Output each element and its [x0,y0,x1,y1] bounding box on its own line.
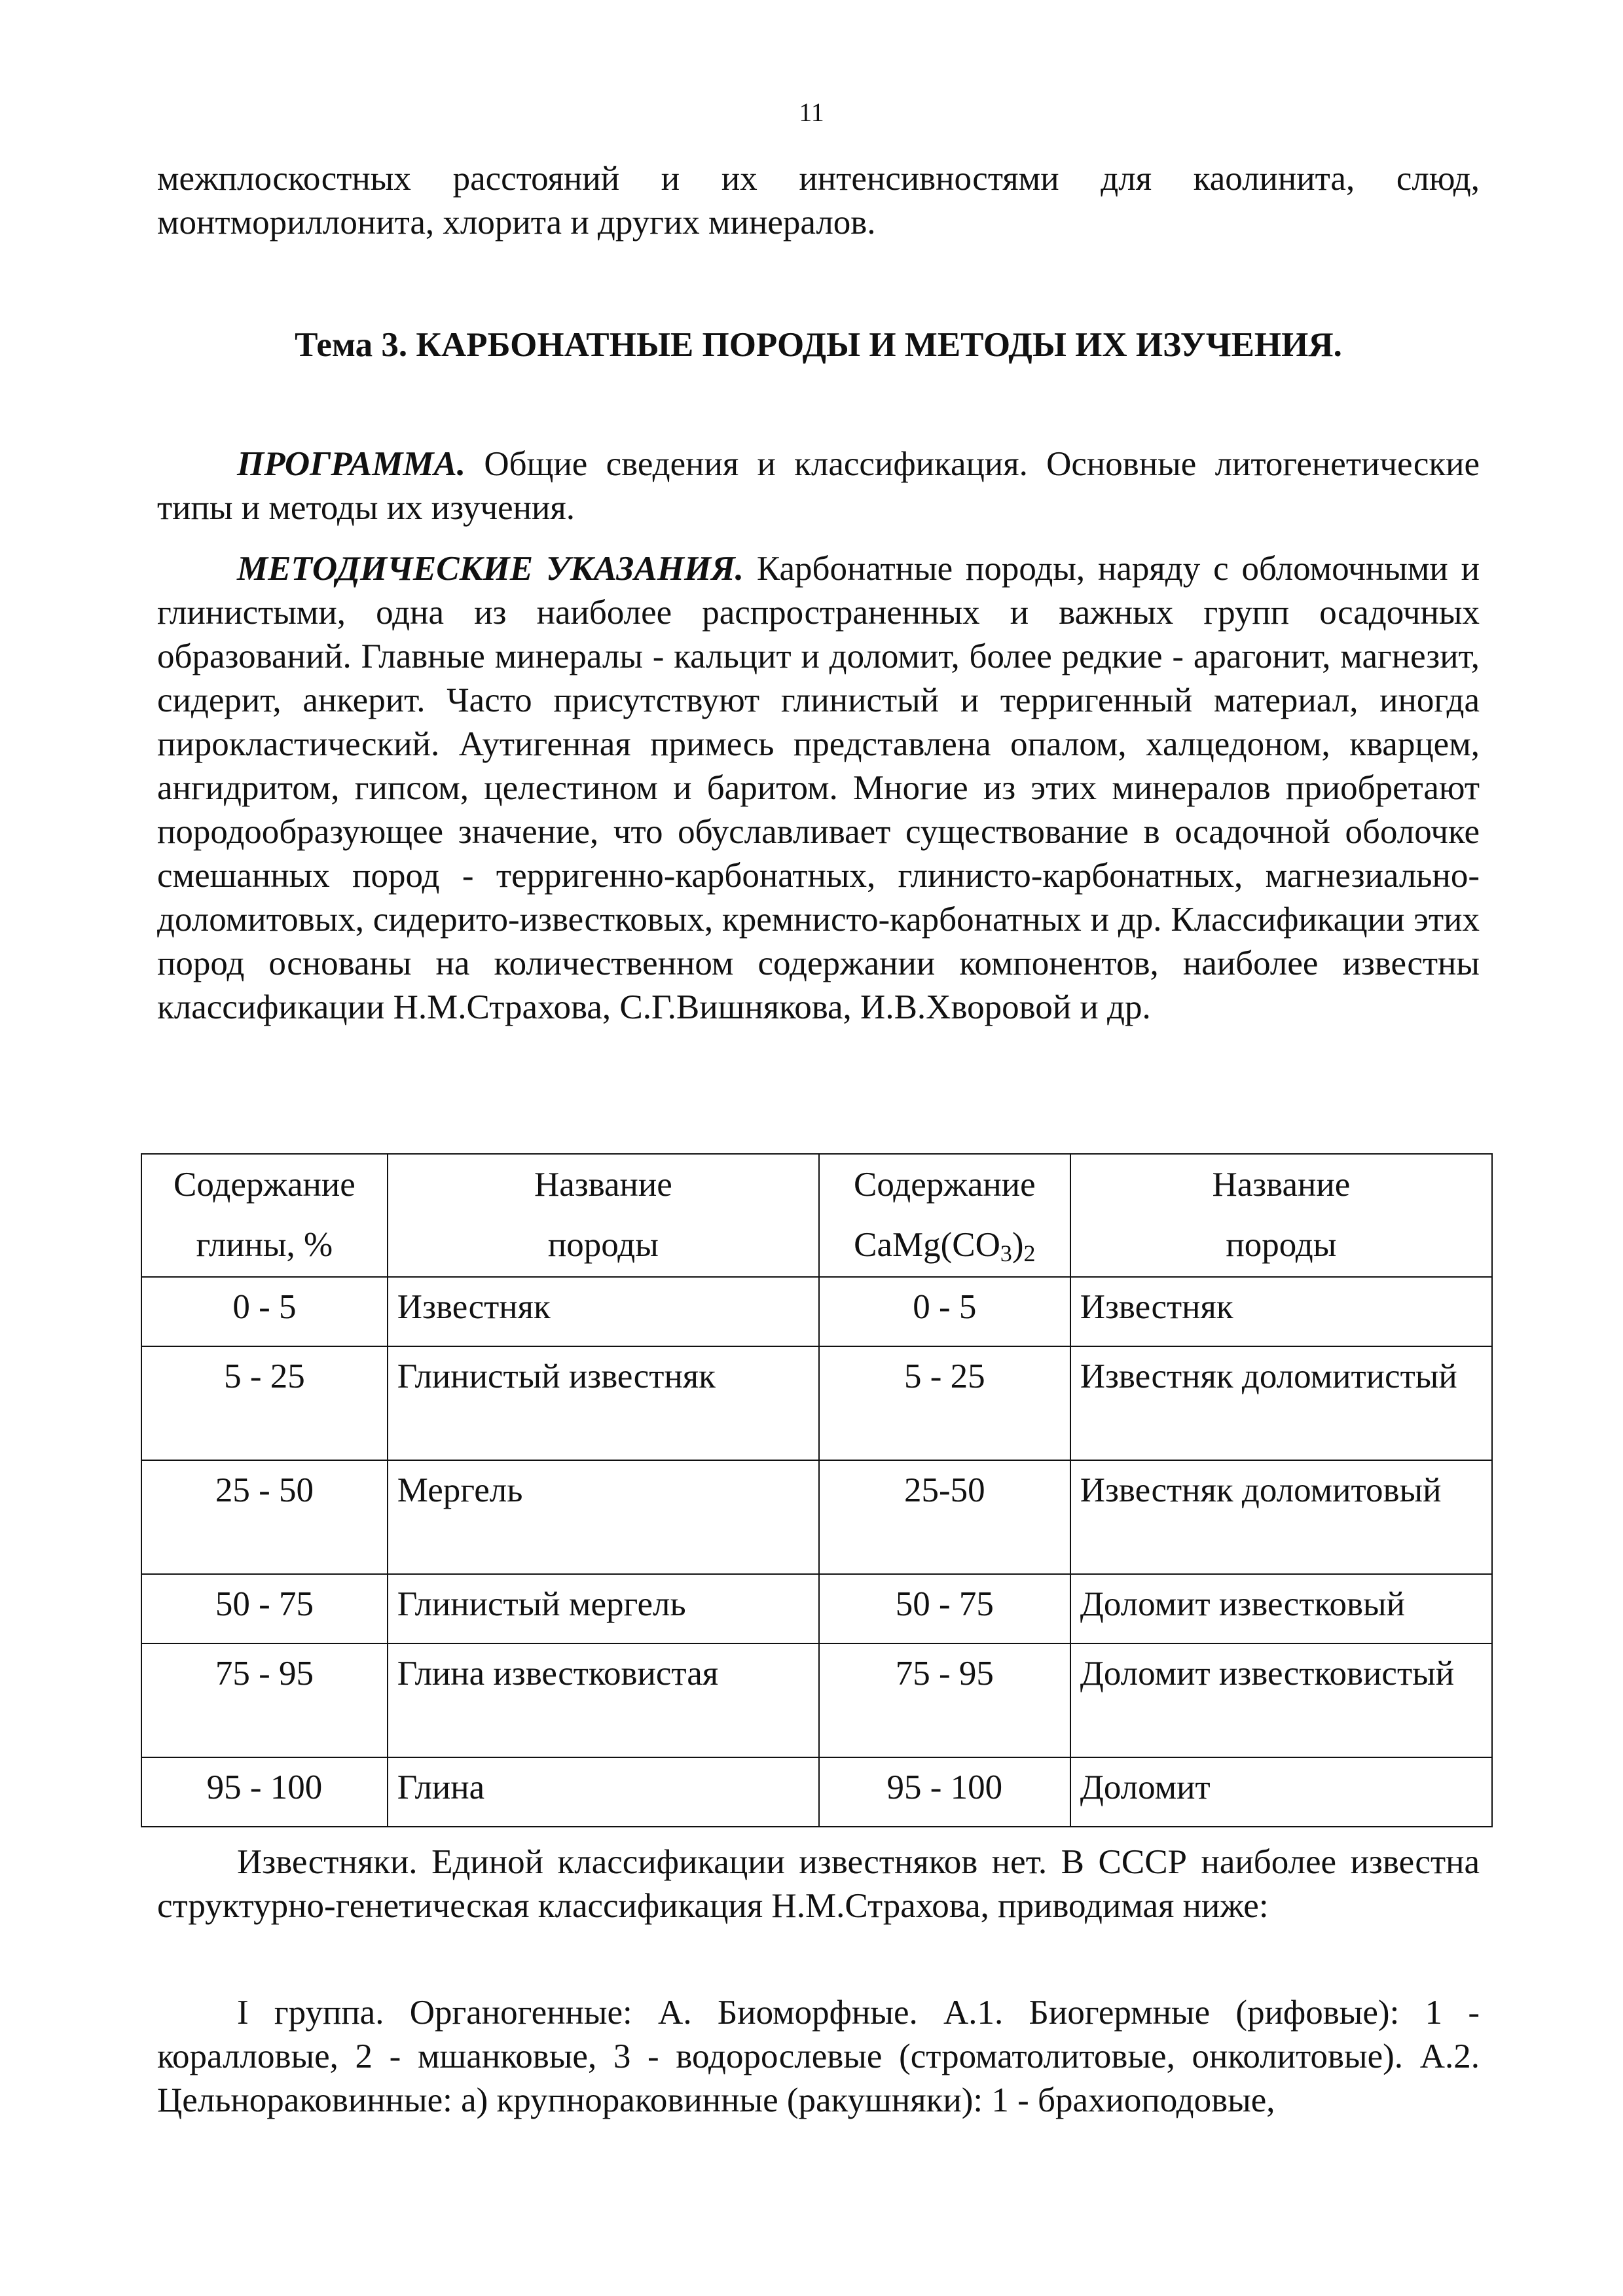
rock-name: Глинистый известняк [388,1346,819,1460]
dolomite-range: 95 - 100 [819,1757,1070,1827]
header-rock-name-2: Название породы [1070,1154,1492,1277]
group1-paragraph: I группа. Органогенные: А. Биоморфные. А.1. Биогермные (рифовые): 1 - коралловые, 2 - мшанковые, 3 - водорослевые (строматолитовые, онколитовые). А.2. Цельнораковинные: а) крупнораковинные (ракушняки): 1 - брахиоподовые, [157,1994,1480,2119]
clay-range: 75 - 95 [141,1643,388,1757]
rock-name: Глина известковистая [388,1643,819,1757]
guidelines-paragraph [157,547,1480,1030]
clay-range: 50 - 75 [141,1574,388,1643]
table-row [141,1460,1492,1574]
rock-name: Известняк доломитовый [1070,1460,1492,1574]
program-block [157,442,1480,530]
limestones-paragraph: Известняки. Единой классификации известняков нет. В СССР наиболее известна структурно-генетическая классификация Н.М.Страхова, приводимая ниже: [157,1843,1480,1925]
table-row [141,1574,1492,1643]
table-header-row [141,1154,1492,1277]
guidelines-lead: МЕТОДИЧЕСКИЕ УКАЗАНИЯ. [237,550,744,588]
dolomite-range: 0 - 5 [819,1277,1070,1346]
program-text: Общие сведения и классификация. Основные литогенетические типы и методы их изучения. [157,445,1480,527]
dolomite-range: 50 - 75 [819,1574,1070,1643]
program-paragraph [157,442,1480,530]
guidelines-block [157,547,1480,1030]
limestones-block [157,1840,1480,1928]
rock-name: Доломит известковистый [1070,1643,1492,1757]
guidelines-text: Карбонатные породы, наряду с обломочными и глинистыми, одна из наиболее распространенных и важных групп осадочных образований. Главные минералы - кальцит и доломит, более редкие - арагонит, магнезит, сидерит, анкерит. Часто присутствуют глинистый и терригенный материал, иногда пирокластический. Аутигенная примесь представлена опалом, халцедоном, кварцем, ангидритом, гипсом, целестином и баритом. Многие из этих минералов приобретают породообразующее значение, что обуславливает существование в осадочной оболочке смешанных пород - терригенно-карбонатных, глинисто-карбонатных, магнезиально-доломитовых, сидерито-известковых, кремнисто-карбонатных и др. Классификации этих пород основаны на количественном содержании компонентов, наиболее известны классификации Н.М.Страхова, С.Г.Вишнякова, И.В.Хворовой и др. [157,550,1480,1026]
table-row [141,1757,1492,1827]
program-lead: ПРОГРАММА. [237,445,466,483]
rock-name: Глинистый мергель [388,1574,819,1643]
rock-name: Известняк [388,1277,819,1346]
group1-block [157,1991,1480,2123]
table-row [141,1643,1492,1757]
rock-name: Известняк доломитистый [1070,1346,1492,1460]
table-row [141,1277,1492,1346]
rock-name: Глина [388,1757,819,1827]
header-clay-content: Содержание глины, % [141,1154,388,1277]
section-title-block [157,323,1480,367]
rock-name: Доломит известковый [1070,1574,1492,1643]
rock-name: Мергель [388,1460,819,1574]
section-title: Тема 3. КАРБОНАТНЫЕ ПОРОДЫ И МЕТОДЫ ИХ ИЗУЧЕНИЯ. [295,326,1342,364]
rock-name: Доломит [1070,1757,1492,1827]
text-block-top [157,157,1480,245]
clay-range: 5 - 25 [141,1346,388,1460]
page-number: 11 [799,98,824,127]
header-rock-name-1: Название породы [388,1154,819,1277]
dolomite-range: 75 - 95 [819,1643,1070,1757]
dolomite-range: 5 - 25 [819,1346,1070,1460]
dolomite-formula: $CaMg(CO_3)_2$ [854,1226,1036,1266]
table-row [141,1346,1492,1460]
classification-table [141,1153,1493,1827]
dolomite-range: 25-50 [819,1460,1070,1574]
clay-range: 0 - 5 [141,1277,388,1346]
header-dolomite-content: Содержание $CaMg(CO_3)_2$ [819,1154,1070,1277]
rock-name: Известняк [1070,1277,1492,1346]
clay-range: 25 - 50 [141,1460,388,1574]
intro-paragraph: межплоскостных расстояний и их интенсивностями для каолинита, слюд, монтмориллонита, хлорита и других минералов. [157,160,1480,242]
clay-range: 95 - 100 [141,1757,388,1827]
